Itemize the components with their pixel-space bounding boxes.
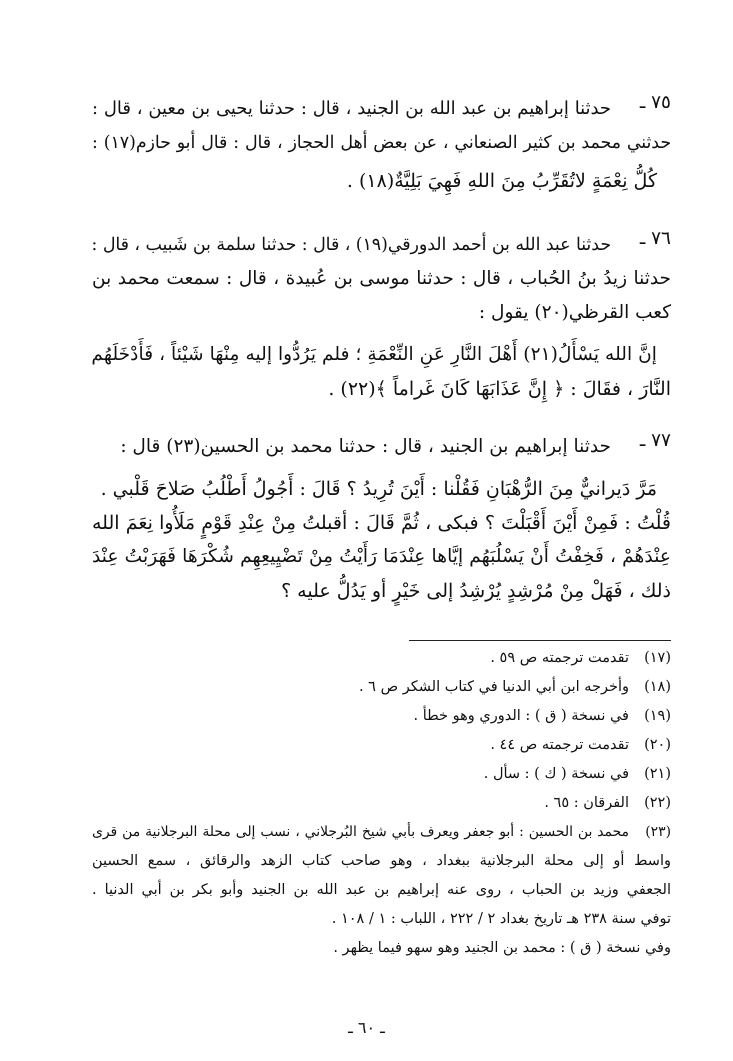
footnote-continuation: توفي سنة ٢٣٨ هـ تاريخ بغداد ٢ / ٢٢٢ ، اللباب : ١ / ١٠٨ . (331, 911, 671, 927)
entry-line (92, 92, 671, 126)
quote-text: قُلْتُ : فَمِنْ أَيْنَ أَقْبَلْتَ ؟ فبكى ، ثُمَّ قَالَ : أقبلتُ مِنْ عِنْدِ قَوْمٍ مَلَأُوا نِعَمَ الله (92, 512, 671, 534)
entry-text: حدثنا إبراهيم بن عبد الله بن الجنيد ، قال : حدثنا يحيى بن معين ، قال : (92, 98, 611, 119)
entry-text: حدثني محمد بن كثير الصنعاني ، عن بعض أهل الحجاز ، قال : قال أبو حازم(١٧) : (92, 133, 672, 153)
footnote-text: محمد بن الحسين : أبو جعفر ويعرف بأبي شيخ البُرجلاني ، نسب إلى محلة البرجلانية من قرى (92, 824, 629, 840)
quote-line (92, 506, 671, 540)
footnote-number: (٢٠) (644, 737, 671, 753)
quote-text: ذلك ، فَهَلْ مِنْ مُرْشِدٍ يُرْشِدُ إلى خَيْرٍ أو يَدُلُّ عليه ؟ (281, 580, 671, 602)
footnote (92, 818, 671, 847)
quote-line (92, 472, 671, 506)
quote-text: كُلُّ نِعْمَةٍ لاتُقَرِّبُ مِنَ اللهِ فَهِيَ بَلِيَّةٌ(١٨) . (346, 170, 657, 192)
footnote-text: تقدمت ترجمته ص ٥٩ . (490, 650, 629, 666)
entry-number: ٧٧ ـ (639, 430, 671, 451)
entry-line (92, 430, 671, 464)
footnote-text: الفرقان : ٦٥ . (544, 795, 629, 811)
entry-text: حدثنا عبد الله بن أحمد الدورقي(١٩) ، قال : حدثنا سلمة بن شَبيب ، قال : (91, 235, 611, 255)
entry-75 (92, 92, 671, 198)
footnote (92, 673, 671, 702)
footnote (92, 789, 671, 818)
quote-line (92, 574, 671, 608)
entry-text: حدثنا زيدُ بنُ الحُباب ، قال : حدثنا موسى بن عُبيدة ، قال : سمعت محمد بن (92, 268, 671, 289)
footnote-number: (٢٣) (645, 824, 671, 840)
entry-line (92, 126, 671, 160)
footnote-continuation: وفي نسخة ( ق ) : محمد بن الجنيد وهو سهو فيما يظهر . (333, 940, 671, 956)
entry-line (92, 262, 671, 296)
quote-line (92, 372, 671, 406)
footnote-text: وأخرجه ابن أبي الدنيا في كتاب الشكر ص ٦ . (358, 679, 629, 695)
footnotes (92, 644, 671, 963)
footnote-text: في نسخة ( ك ) : سأل . (483, 766, 629, 782)
footnote-text: تقدمت ترجمته ص ٤٤ . (490, 737, 629, 753)
footnote-number: (١٩) (644, 708, 671, 724)
footnote (92, 702, 671, 731)
footnote-text: في نسخة ( ق ) : الدوري وهو خطأ . (413, 708, 629, 724)
quote-text: إنَّ الله يَسْأَلُ(٢١) أَهْلَ النَّارِ عَنِ النِّعْمَةِ ؛ فلم يَرُدُّوا إليه مِنْهَا شَيْئاً ، فَأَدْخَلَهُم (91, 344, 657, 365)
footnote-number: (١٧) (644, 650, 671, 666)
footnote (92, 644, 671, 673)
footnote-continuation: الجعفي وزيد بن الحباب ، روى عنه إبراهيم بن عبد الله بن الجنيد وأبو بكر بن أبي الدنيا . (92, 882, 671, 898)
quote-line (92, 338, 671, 372)
footnote (92, 760, 671, 789)
quote-line (92, 164, 671, 198)
quote-line (92, 540, 671, 574)
quote-text: عِنْدَهُمْ ، فَخِفْتُ أَنْ يَسْلُبَهُم إيَّاها عِنْدَمَا رَأَيْتُ مِنْ تَضْيِيعِهِم شُكْرَهَا فَهَرَبْتُ عِنْدَ (92, 546, 671, 567)
footnote-divider (409, 640, 671, 641)
entry-76 (92, 228, 671, 406)
entry-text: حدثنا إبراهيم بن الجنيد ، قال : حدثنا محمد بن الحسين(٢٣) قال : (120, 436, 611, 457)
footnote-number: (٢١) (644, 766, 671, 782)
footnote-continuation: واسط أو إلى محلة البرجلانية ببغداد ، وهو صاحب كتاب الزهد والرقائق ، سمع الحسين (92, 853, 671, 869)
page-number: ـ ٦٠ ـ (348, 1018, 385, 1037)
entry-line (92, 296, 671, 330)
entry-line (92, 228, 671, 262)
entry-number: ٧٥ ـ (639, 92, 671, 113)
entry-77 (92, 430, 671, 608)
entry-number: ٧٦ ـ (639, 228, 671, 249)
footnote (92, 731, 671, 760)
footnote-number: (١٨) (644, 679, 671, 695)
entry-text: كعب القرظي(٢٠) يقول : (478, 302, 671, 323)
footnote-number: (٢٢) (644, 795, 671, 811)
quote-text: النَّارَ ، فقَالَ : ﴿ إِنَّ عَذَابَهَا كَانَ غَراماً ﴾(٢٢) . (328, 378, 671, 400)
quote-text: مَرَّ دَيرانيٌّ مِنَ الرُّهْبَانِ فَقُلْنا : أَيْنَ تُرِيدُ ؟ قَالَ : أَجُولُ أَطْلُبُ صَلاحَ قَلْبي . (100, 478, 657, 500)
